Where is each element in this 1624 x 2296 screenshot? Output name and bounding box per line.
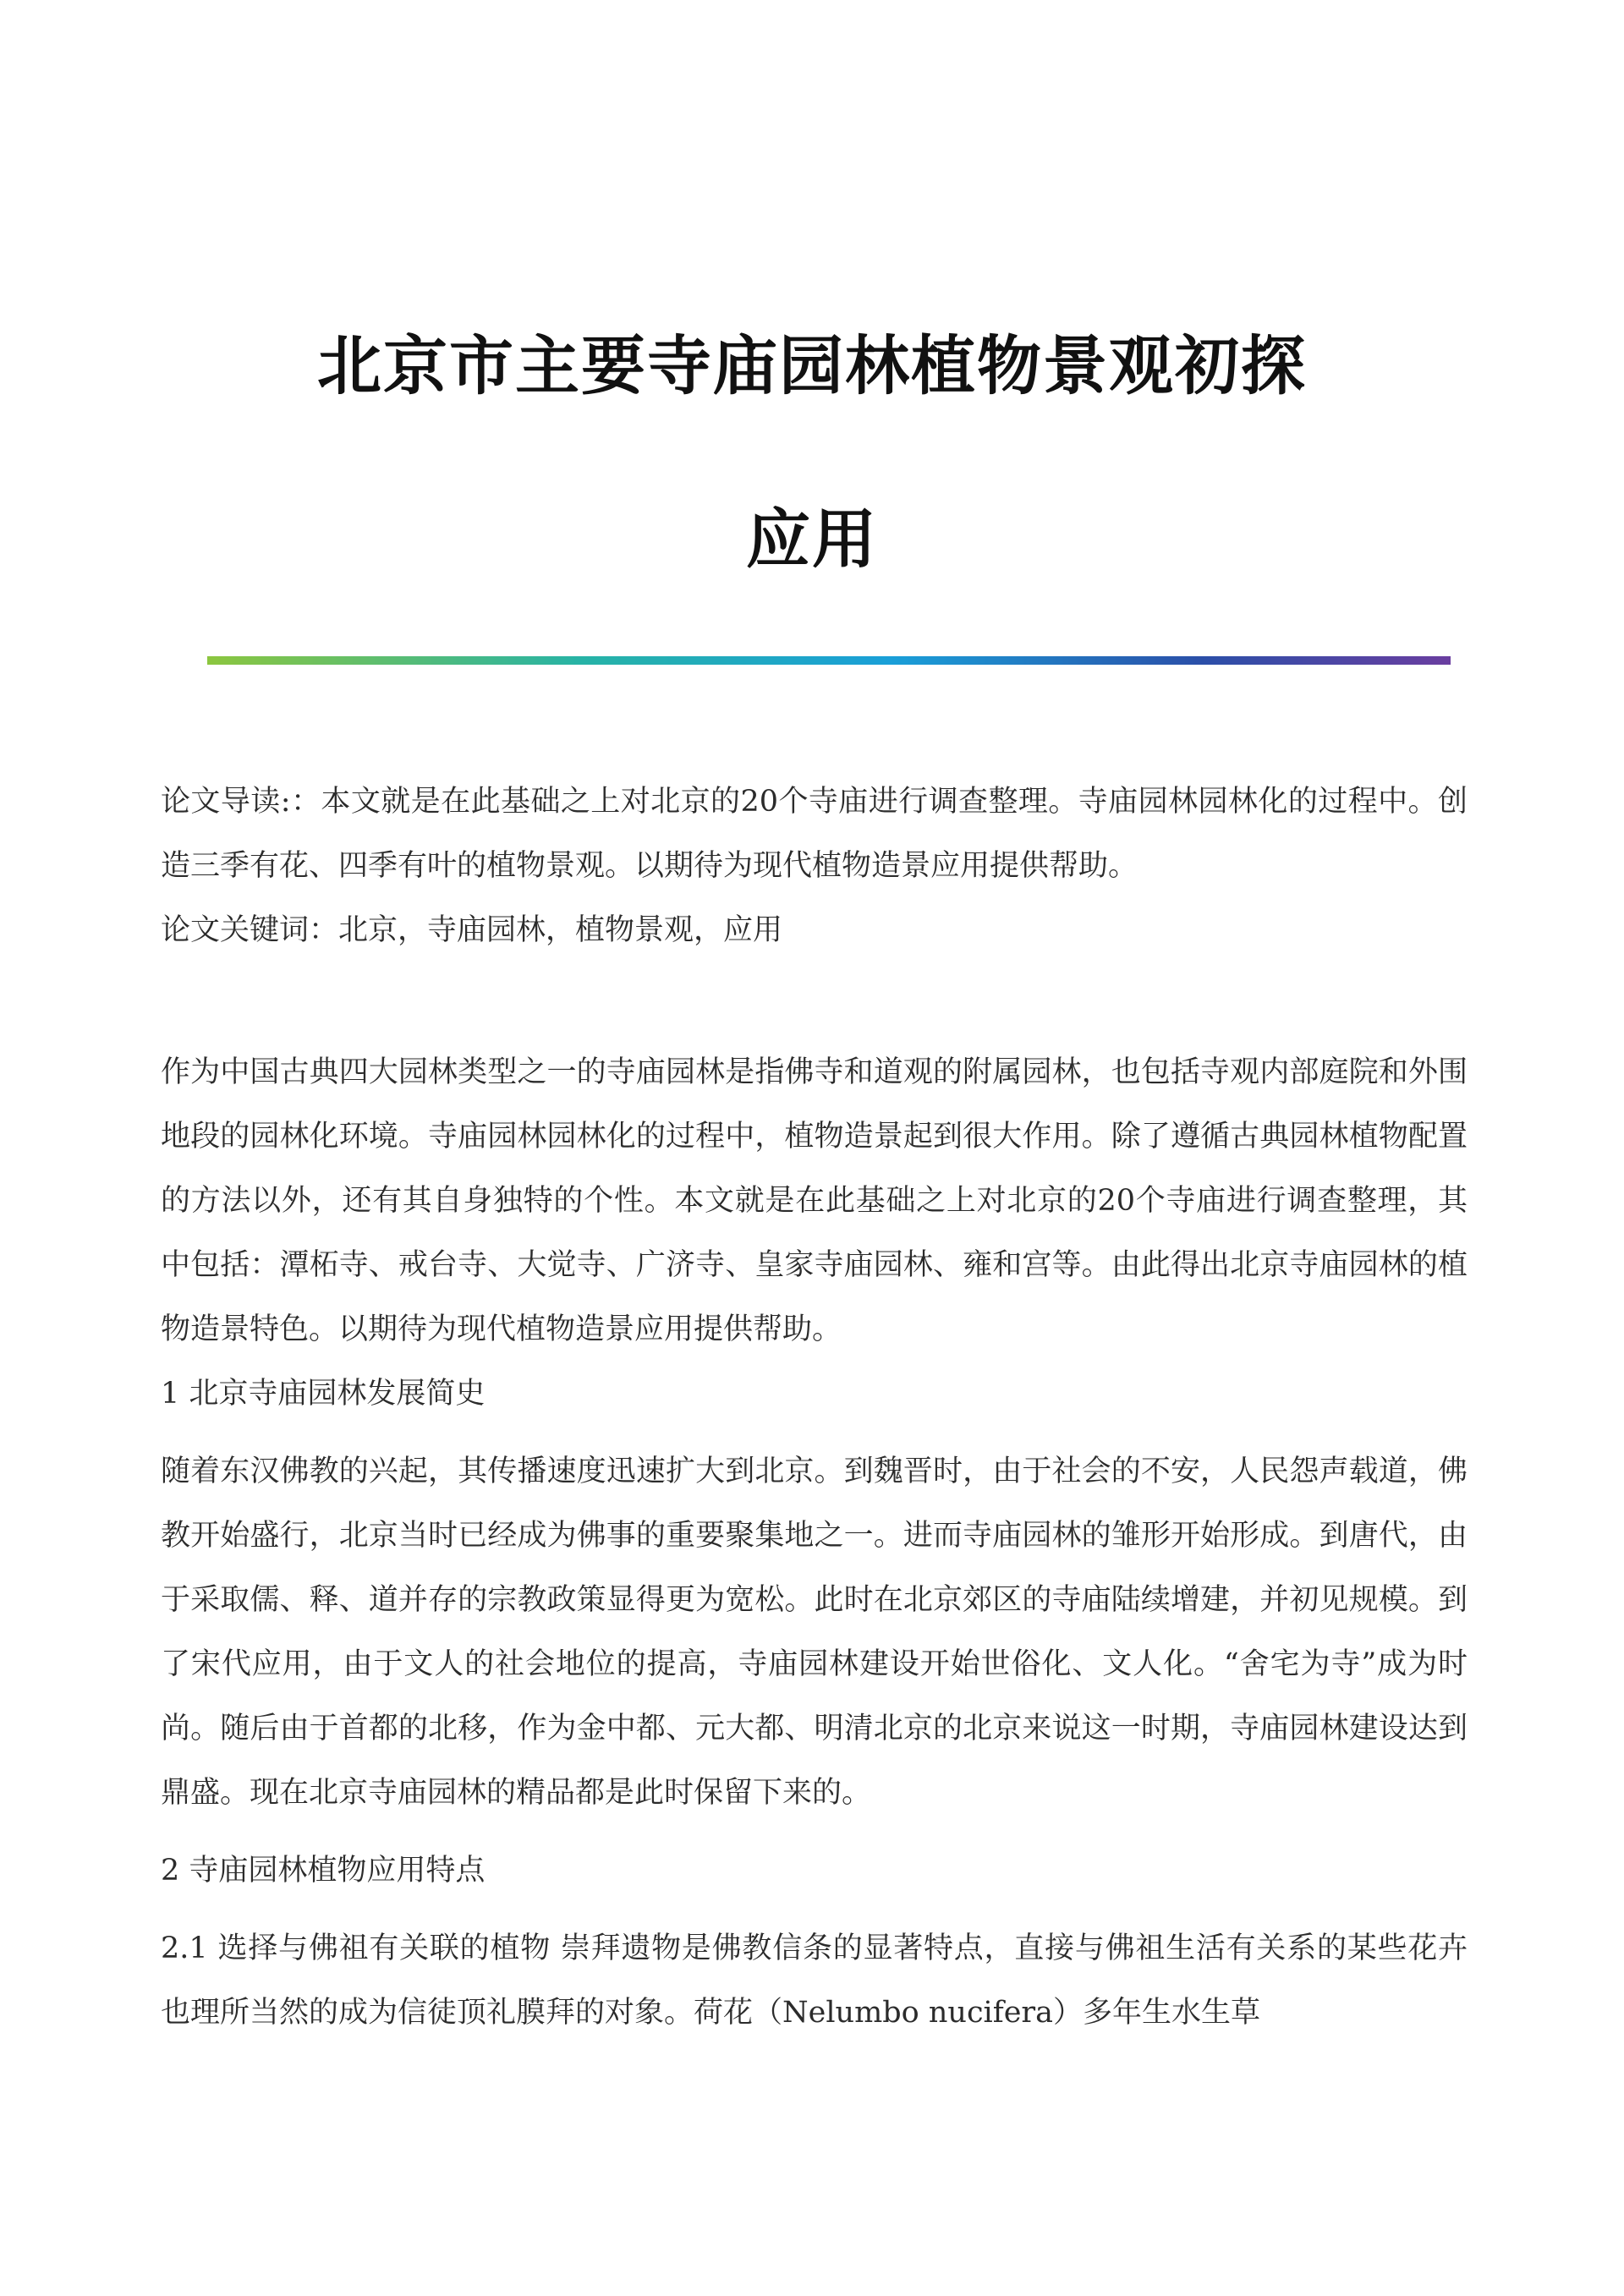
document-title-continued: 应用 [746,501,878,577]
section-1-heading: 1 北京寺庙园林发展简史 [161,1377,486,1411]
abstract-guide: 论文导读:：本文就是在此基础之上对北京的20个寺庙进行调查整理。寺庙园林园林化的过程中。创造三季有花、四季有叶的植物景观。以期待为现代植物造景应用提供帮助。 [161,785,1468,883]
section-2-1-paragraph: 2.1 选择与佛祖有关联的植物 崇拜遗物是佛教信条的显著特点，直接与佛祖生活有关系的某些花卉也理所当然的成为信徒顶礼膜拜的对象。荷花（Nelumbo nucifera）多年生水生草 [161,1932,1468,2030]
section-1-paragraph: 随着东汉佛教的兴起，其传播速度迅速扩大到北京。到魏晋时，由于社会的不安，人民怨声载道，佛教开始盛行，北京当时已经成为佛事的重要聚集地之一。进而寺庙园林的雏形开始形成。到唐代，由于采取儒、释、道并存的宗教政策显得更为宽松。此时在北京郊区的寺庙陆续增建，并初见规模。到了宋代应用，由于文人的社会地位的提高，寺庙园林建设开始世俗化、文人化。“舍宅为寺”成为时尚。随后由于首都的北移，作为金中都、元大都、明清北京的北京来说这一时期，寺庙园林建设达到鼎盛。现在北京寺庙园林的精品都是此时保留下来的。 [161,1455,1468,1810]
document-title: 北京市主要寺庙园林植物景观初探 [317,328,1307,403]
abstract-block [161,770,1468,962]
main-body [161,1040,1468,2045]
spacer [161,1903,1468,1916]
title-divider [207,656,1451,665]
intro-paragraph: 作为中国古典四大园林类型之一的寺庙园林是指佛寺和道观的附属园林，也包括寺观内部庭院和外围地段的园林化环境。寺庙园林园林化的过程中，植物造景起到很大作用。除了遵循古典园林植物配置的方法以外，还有其自身独特的个性。本文就是在此基础之上对北京的20个寺庙进行调查整理，其中包括：潭柘寺、戒台寺、大觉寺、广济寺、皇家寺庙园林、雍和宫等。由此得出北京寺庙园林的植物造景特色。以期待为现代植物造景应用提供帮助。 [161,1055,1468,1346]
spacer [161,1825,1468,1838]
abstract-keywords: 论文关键词：北京，寺庙园林，植物景观，应用 [161,913,783,947]
section-2-heading: 2 寺庙园林植物应用特点 [161,1854,486,1888]
spacer [161,1426,1468,1439]
